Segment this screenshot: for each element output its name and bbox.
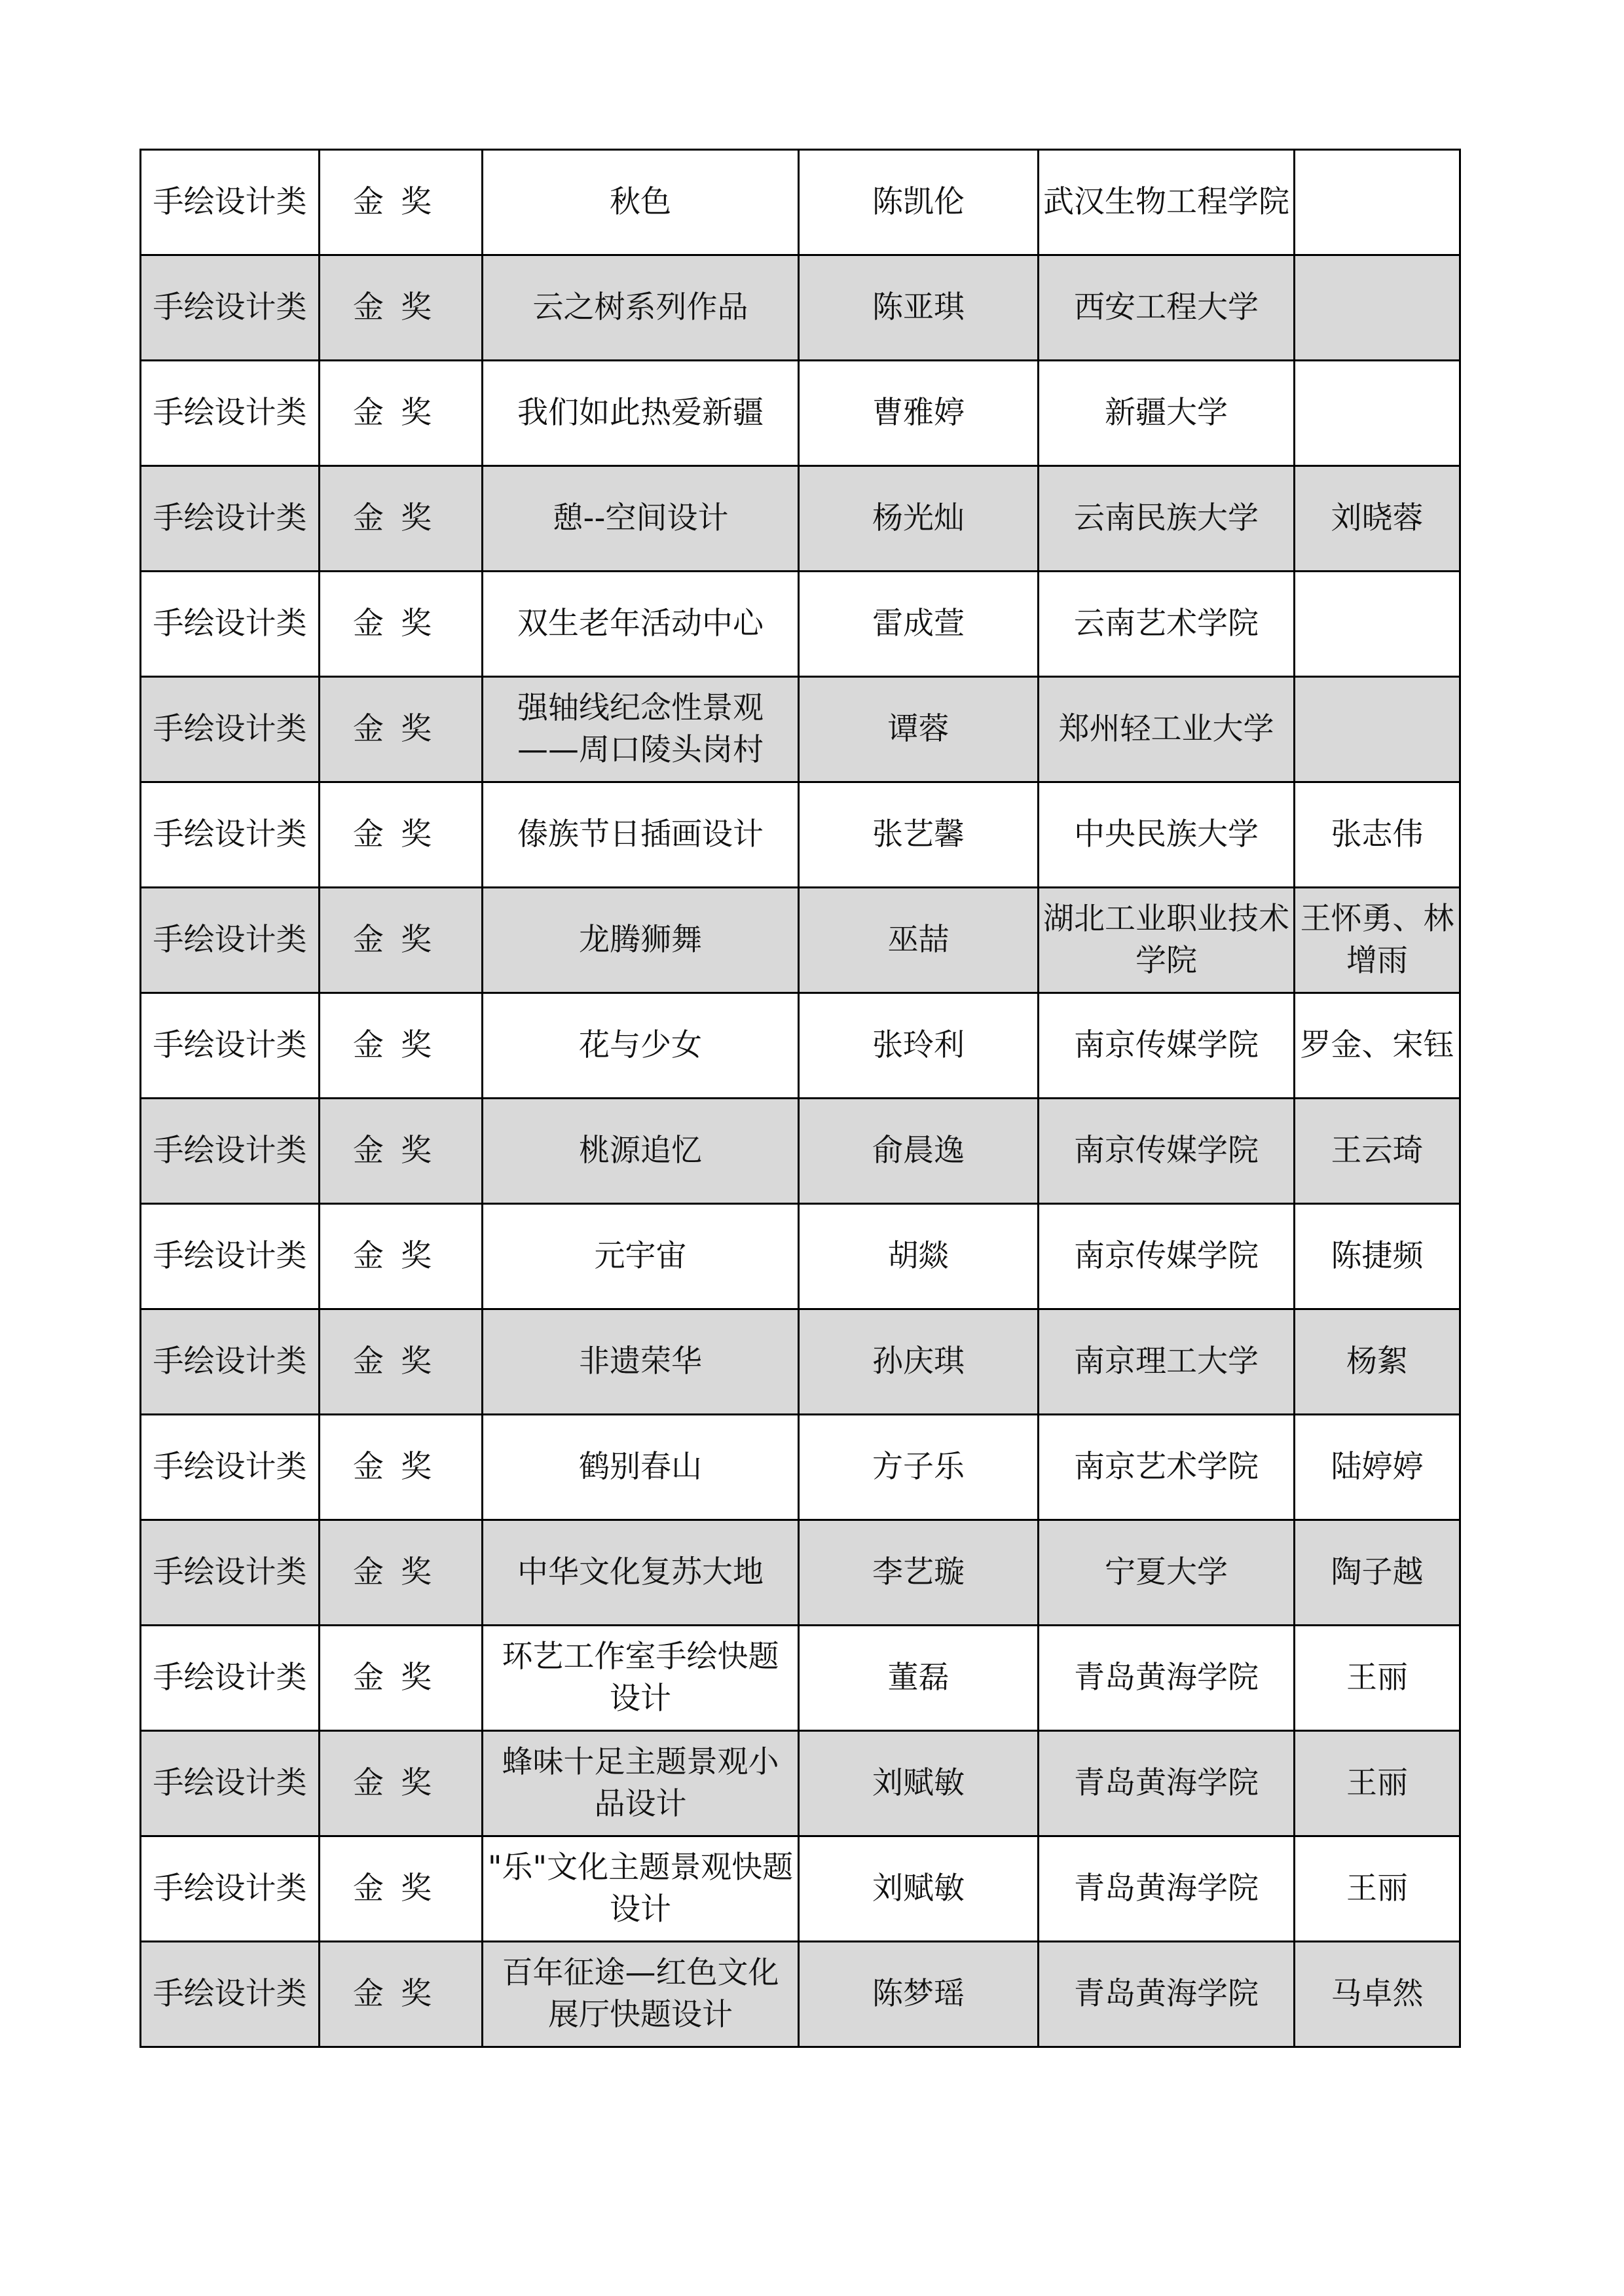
author-cell: 陈梦瑶 bbox=[799, 1942, 1039, 2047]
school-cell: 青岛黄海学院 bbox=[1039, 1942, 1295, 2047]
school-cell: 西安工程大学 bbox=[1039, 255, 1295, 361]
table-row bbox=[141, 150, 1460, 255]
table-row bbox=[141, 572, 1460, 677]
category-cell: 手绘设计类 bbox=[141, 1626, 320, 1731]
award-cell: 金奖 bbox=[320, 466, 483, 572]
title-cell: 桃源追忆 bbox=[483, 1099, 799, 1204]
award-cell: 金奖 bbox=[320, 1415, 483, 1520]
category-cell: 手绘设计类 bbox=[141, 993, 320, 1099]
category-cell: 手绘设计类 bbox=[141, 1520, 320, 1626]
table-row bbox=[141, 1731, 1460, 1836]
award-cell: 金奖 bbox=[320, 361, 483, 466]
school-cell: 宁夏大学 bbox=[1039, 1520, 1295, 1626]
table-row bbox=[141, 677, 1460, 782]
school-cell: 青岛黄海学院 bbox=[1039, 1626, 1295, 1731]
title-cell: 云之树系列作品 bbox=[483, 255, 799, 361]
award-cell: 金奖 bbox=[320, 1309, 483, 1415]
tutor-cell: 罗金、宋钰 bbox=[1295, 993, 1460, 1099]
award-cell: 金奖 bbox=[320, 572, 483, 677]
award-cell: 金奖 bbox=[320, 150, 483, 255]
title-cell: 强轴线纪念性景观——周口陵头岗村 bbox=[483, 677, 799, 782]
category-cell: 手绘设计类 bbox=[141, 888, 320, 993]
table-row bbox=[141, 1942, 1460, 2047]
school-cell: 青岛黄海学院 bbox=[1039, 1731, 1295, 1836]
table-row bbox=[141, 1836, 1460, 1942]
category-cell: 手绘设计类 bbox=[141, 1309, 320, 1415]
title-cell: 我们如此热爱新疆 bbox=[483, 361, 799, 466]
award-cell: 金奖 bbox=[320, 1099, 483, 1204]
award-cell: 金奖 bbox=[320, 1626, 483, 1731]
tutor-cell: 陆婷婷 bbox=[1295, 1415, 1460, 1520]
tutor-cell: 马卓然 bbox=[1295, 1942, 1460, 2047]
award-cell: 金奖 bbox=[320, 888, 483, 993]
award-cell: 金奖 bbox=[320, 1204, 483, 1309]
table-row bbox=[141, 1099, 1460, 1204]
category-cell: 手绘设计类 bbox=[141, 150, 320, 255]
tutor-cell: 张志伟 bbox=[1295, 782, 1460, 888]
school-cell: 湖北工业职业技术学院 bbox=[1039, 888, 1295, 993]
school-cell: 南京传媒学院 bbox=[1039, 1099, 1295, 1204]
category-cell: 手绘设计类 bbox=[141, 677, 320, 782]
title-cell: 非遗荣华 bbox=[483, 1309, 799, 1415]
award-cell: 金奖 bbox=[320, 782, 483, 888]
award-cell: 金奖 bbox=[320, 1942, 483, 2047]
author-cell: 孙庆琪 bbox=[799, 1309, 1039, 1415]
school-cell: 南京传媒学院 bbox=[1039, 1204, 1295, 1309]
school-cell: 新疆大学 bbox=[1039, 361, 1295, 466]
tutor-cell: 王丽 bbox=[1295, 1731, 1460, 1836]
author-cell: 胡燚 bbox=[799, 1204, 1039, 1309]
table-row bbox=[141, 993, 1460, 1099]
author-cell: 刘赋敏 bbox=[799, 1731, 1039, 1836]
category-cell: 手绘设计类 bbox=[141, 1731, 320, 1836]
category-cell: 手绘设计类 bbox=[141, 1415, 320, 1520]
author-cell: 李艺璇 bbox=[799, 1520, 1039, 1626]
tutor-cell: 王怀勇、林增雨 bbox=[1295, 888, 1460, 993]
school-cell: 青岛黄海学院 bbox=[1039, 1836, 1295, 1942]
tutor-cell bbox=[1295, 361, 1460, 466]
title-cell: 环艺工作室手绘快题设计 bbox=[483, 1626, 799, 1731]
school-cell: 云南艺术学院 bbox=[1039, 572, 1295, 677]
table-row bbox=[141, 1520, 1460, 1626]
school-cell: 郑州轻工业大学 bbox=[1039, 677, 1295, 782]
awards-table bbox=[139, 149, 1461, 2048]
table-row bbox=[141, 1626, 1460, 1731]
tutor-cell: 刘晓蓉 bbox=[1295, 466, 1460, 572]
title-cell: 龙腾狮舞 bbox=[483, 888, 799, 993]
title-cell: 中华文化复苏大地 bbox=[483, 1520, 799, 1626]
tutor-cell bbox=[1295, 255, 1460, 361]
author-cell: 谭蓉 bbox=[799, 677, 1039, 782]
author-cell: 陈亚琪 bbox=[799, 255, 1039, 361]
tutor-cell bbox=[1295, 572, 1460, 677]
title-cell: 元宇宙 bbox=[483, 1204, 799, 1309]
title-cell: 憩--空间设计 bbox=[483, 466, 799, 572]
school-cell: 云南民族大学 bbox=[1039, 466, 1295, 572]
title-cell: 蜂味十足主题景观小品设计 bbox=[483, 1731, 799, 1836]
table-row bbox=[141, 888, 1460, 993]
award-cell: 金奖 bbox=[320, 255, 483, 361]
title-cell: 双生老年活动中心 bbox=[483, 572, 799, 677]
table-row bbox=[141, 782, 1460, 888]
table-row bbox=[141, 1309, 1460, 1415]
category-cell: 手绘设计类 bbox=[141, 1836, 320, 1942]
author-cell: 巫喆 bbox=[799, 888, 1039, 993]
title-cell: 鹤别春山 bbox=[483, 1415, 799, 1520]
category-cell: 手绘设计类 bbox=[141, 255, 320, 361]
author-cell: 张玲利 bbox=[799, 993, 1039, 1099]
table-row bbox=[141, 361, 1460, 466]
author-cell: 方子乐 bbox=[799, 1415, 1039, 1520]
title-cell: 花与少女 bbox=[483, 993, 799, 1099]
tutor-cell: 王丽 bbox=[1295, 1626, 1460, 1731]
author-cell: 曹雅婷 bbox=[799, 361, 1039, 466]
table-row bbox=[141, 466, 1460, 572]
tutor-cell: 王云琦 bbox=[1295, 1099, 1460, 1204]
school-cell: 南京传媒学院 bbox=[1039, 993, 1295, 1099]
category-cell: 手绘设计类 bbox=[141, 1942, 320, 2047]
school-cell: 武汉生物工程学院 bbox=[1039, 150, 1295, 255]
category-cell: 手绘设计类 bbox=[141, 782, 320, 888]
author-cell: 陈凯伦 bbox=[799, 150, 1039, 255]
award-cell: 金奖 bbox=[320, 1520, 483, 1626]
school-cell: 南京艺术学院 bbox=[1039, 1415, 1295, 1520]
award-cell: 金奖 bbox=[320, 1836, 483, 1942]
title-cell: 傣族节日插画设计 bbox=[483, 782, 799, 888]
category-cell: 手绘设计类 bbox=[141, 572, 320, 677]
table-row bbox=[141, 255, 1460, 361]
author-cell: 杨光灿 bbox=[799, 466, 1039, 572]
author-cell: 俞晨逸 bbox=[799, 1099, 1039, 1204]
title-cell: 秋色 bbox=[483, 150, 799, 255]
tutor-cell bbox=[1295, 150, 1460, 255]
tutor-cell: 陶子越 bbox=[1295, 1520, 1460, 1626]
category-cell: 手绘设计类 bbox=[141, 1204, 320, 1309]
tutor-cell: 王丽 bbox=[1295, 1836, 1460, 1942]
category-cell: 手绘设计类 bbox=[141, 466, 320, 572]
category-cell: 手绘设计类 bbox=[141, 361, 320, 466]
author-cell: 雷成萱 bbox=[799, 572, 1039, 677]
table-row bbox=[141, 1204, 1460, 1309]
award-cell: 金奖 bbox=[320, 677, 483, 782]
tutor-cell: 杨絮 bbox=[1295, 1309, 1460, 1415]
title-cell: 百年征途—红色文化展厅快题设计 bbox=[483, 1942, 799, 2047]
school-cell: 中央民族大学 bbox=[1039, 782, 1295, 888]
title-cell: "乐"文化主题景观快题设计 bbox=[483, 1836, 799, 1942]
author-cell: 董磊 bbox=[799, 1626, 1039, 1731]
awards-table-body bbox=[141, 150, 1460, 2047]
school-cell: 南京理工大学 bbox=[1039, 1309, 1295, 1415]
table-row bbox=[141, 1415, 1460, 1520]
category-cell: 手绘设计类 bbox=[141, 1099, 320, 1204]
author-cell: 刘赋敏 bbox=[799, 1836, 1039, 1942]
tutor-cell bbox=[1295, 677, 1460, 782]
award-cell: 金奖 bbox=[320, 993, 483, 1099]
author-cell: 张艺馨 bbox=[799, 782, 1039, 888]
award-cell: 金奖 bbox=[320, 1731, 483, 1836]
tutor-cell: 陈捷频 bbox=[1295, 1204, 1460, 1309]
